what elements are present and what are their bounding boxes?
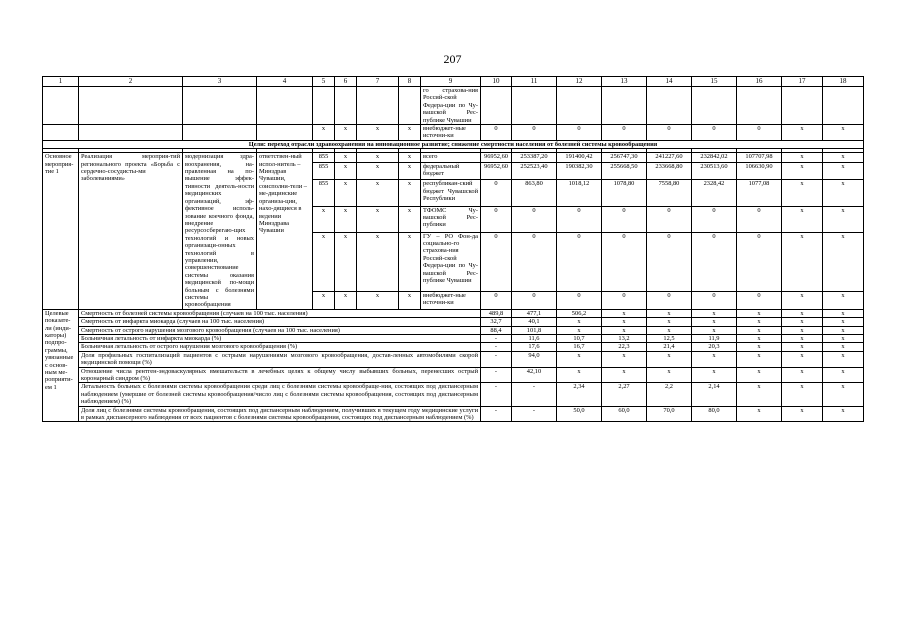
indicator-text: Отношение числа рентген-эндоваскулярных вмешательств в лечебных целях к общему числу выбывших больных, перенесших острый коронарный синдром (%) [79,367,481,383]
column-number: 14 [647,77,692,87]
table-cell: х [782,153,823,162]
indicator-value: х [557,326,602,334]
indicator-value: х [602,326,647,334]
targets-label: Целевые показате-ли (инди-каторы) подпро-граммы, увязанные с основ-ным ме-роприяти-ем 1 [43,309,79,422]
table-cell: 0 [512,232,557,291]
indicator-value: х [782,367,823,383]
event-goals: модернизация здра-воохранения, на-правленная на по-вышение эффек-тивности деятель-ности медицинских организаций, эф-фективное исполь-зование коечного фонда, внедрение ресурсосберегаю-щих технологий и новых организаци-онных технологий в управлении, совершенствование системы оказания медицинской по-мощи больным с болезнями системы кровообращения [183,153,257,310]
column-number: 10 [481,77,512,87]
table-cell: х [782,180,823,206]
table-cell: х [335,232,357,291]
table-cell: х [399,291,421,309]
indicator-value: х [782,383,823,406]
indicator-row [43,406,864,422]
table-cell: х [399,206,421,232]
goal-text: Цели: переход отрасли здравоохранения на инновационное развитие; снижение смертности населения от болезней системы кровообращения [43,140,864,148]
table-cell: 0 [737,232,782,291]
table-cell: 0 [692,206,737,232]
indicator-value: 20,3 [692,343,737,351]
indicator-value: х [823,335,864,343]
table-cell [357,87,399,125]
table-cell [737,87,782,125]
indicator-value: 88,4 [481,326,512,334]
table-cell: х [823,162,864,180]
table-cell: 0 [692,291,737,309]
table-cell: 855 [313,162,335,180]
indicator-value: х [782,335,823,343]
table-cell: х [357,180,399,206]
table-cell: 0 [647,291,692,309]
table-cell [399,87,421,125]
table-cell: 0 [512,125,557,141]
table-cell: 0 [737,291,782,309]
event-row [43,153,864,162]
table-cell: 253387,20 [512,153,557,162]
indicator-value: х [823,343,864,351]
table-cell: 190382,30 [557,162,602,180]
indicator-value: х [737,406,782,422]
indicator-value: х [823,383,864,406]
indicator-value: 22,3 [602,343,647,351]
indicator-value: х [647,326,692,334]
table-cell: республикан-ский бюджет Чувашской Республики [421,180,481,206]
table-cell: х [823,232,864,291]
table-cell: 0 [557,206,602,232]
table-cell: х [335,153,357,162]
table-cell: 241227,60 [647,153,692,162]
column-number: 2 [79,77,183,87]
indicator-row [43,318,864,326]
table-cell: 0 [481,125,512,141]
indicator-text: Больничная летальность от инфаркта миокарда (%) [79,335,481,343]
indicator-value: 32,7 [481,318,512,326]
table-cell: 0 [481,206,512,232]
table-cell: 0 [737,206,782,232]
column-number: 9 [421,77,481,87]
indicator-value: х [782,343,823,351]
table-cell [43,87,79,125]
indicator-value: х [737,367,782,383]
table-cell: 0 [647,125,692,141]
goal-row [43,140,864,148]
table-cell: 1077,08 [737,180,782,206]
indicator-text: Смертность от инфаркта миокарда (случаев на 100 тыс. населения) [79,318,481,326]
table-cell: 0 [647,206,692,232]
table-cell: 96952,60 [481,162,512,180]
column-number: 12 [557,77,602,87]
indicator-value: х [737,326,782,334]
table-cell: 232842,02 [692,153,737,162]
indicator-value: 101,8 [512,326,557,334]
table-cell: х [782,232,823,291]
table-cell [257,87,313,125]
table-cell: х [399,153,421,162]
indicator-value: х [602,318,647,326]
table-cell: 0 [602,206,647,232]
table-cell: внебюджет-ные источни-ки [421,291,481,309]
table-cell: 1078,80 [602,180,647,206]
indicator-value: х [782,351,823,367]
column-number: 15 [692,77,737,87]
table-cell: 0 [557,125,602,141]
column-number: 5 [313,77,335,87]
indicator-row [43,335,864,343]
column-number: 7 [357,77,399,87]
table-cell [692,87,737,125]
indicator-text: Больничная летальность от острого нарушения мозгового кровообращения (%) [79,343,481,351]
indicator-value: х [782,309,823,317]
table-cell: х [335,180,357,206]
table-body [43,77,864,422]
indicator-value: 489,8 [481,309,512,317]
table-cell: 1018,12 [557,180,602,206]
table-cell: х [313,232,335,291]
table-cell: 191400,42 [557,153,602,162]
indicator-value: х [692,318,737,326]
table-cell: х [782,291,823,309]
table-cell: х [313,206,335,232]
indicator-value: 477,1 [512,309,557,317]
indicator-value: 80,0 [692,406,737,422]
indicator-value: х [692,326,737,334]
indicator-value: х [602,309,647,317]
table-cell: 0 [737,125,782,141]
indicator-row [43,343,864,351]
table-cell: х [335,206,357,232]
event-title: Основное мероприя-тие 1 [43,153,79,310]
indicator-value: х [737,383,782,406]
table-cell [782,87,823,125]
table-cell: х [823,125,864,141]
indicator-value: - [512,383,557,406]
table-cell [481,87,512,125]
indicator-value: х [692,351,737,367]
table-cell: 0 [692,125,737,141]
table-cell [823,87,864,125]
table-cell: х [335,162,357,180]
indicator-value: 70,0 [647,406,692,422]
table-cell [183,87,257,125]
table-cell: ТФОМС Чу-вашской Рес-публики [421,206,481,232]
column-number: 6 [335,77,357,87]
column-number: 17 [782,77,823,87]
table-cell: х [357,125,399,141]
indicator-row [43,309,864,317]
indicator-value: х [823,406,864,422]
indicator-value: 17,6 [512,343,557,351]
table-cell: х [399,125,421,141]
table-cell: 0 [481,180,512,206]
table-cell: 863,80 [512,180,557,206]
indicator-value: х [737,335,782,343]
indicator-value: 12,5 [647,335,692,343]
indicator-value: 94,0 [512,351,557,367]
table-cell: х [357,162,399,180]
table-cell: х [335,125,357,141]
indicator-value: 50,0 [557,406,602,422]
column-number: 8 [399,77,421,87]
indicator-value: 60,0 [602,406,647,422]
column-number: 4 [257,77,313,87]
table-cell: х [782,162,823,180]
event-executors: ответствен-ный испол-нитель – Минздрав Чувашии, соисполни-тели – ме-дицинские организа-ции, нахо-дящиеся в ведении Минздрава Чувашии [257,153,313,310]
indicator-text: Смертность от острого нарушения мозгового кровообращения (случаев на 100 тыс. населения) [79,326,481,334]
indicator-value: 2,2 [647,383,692,406]
table-cell [647,87,692,125]
column-number: 18 [823,77,864,87]
indicator-value: х [823,318,864,326]
indicator-value: х [737,343,782,351]
indicator-value: 42,10 [512,367,557,383]
table-cell: 0 [512,206,557,232]
table-cell: х [313,291,335,309]
table-cell [313,87,335,125]
table-cell: х [335,291,357,309]
table-cell: х [399,162,421,180]
table-cell: 96952,60 [481,153,512,162]
indicator-value: х [823,351,864,367]
indicator-value: - [481,351,512,367]
table-cell: х [823,291,864,309]
table-cell: 252523,40 [512,162,557,180]
indicator-value: х [823,309,864,317]
indicator-row [43,367,864,383]
program-table [42,76,864,422]
table-cell: ГУ – РО Фон-да социально-го страхова-ния Россий-ской Федера-ции по Чу-вашской Рес-публике Чувашии [421,232,481,291]
continuation-row [43,87,864,125]
indicator-value: 2,34 [557,383,602,406]
column-number: 13 [602,77,647,87]
indicator-value: 10,7 [557,335,602,343]
table-cell: х [782,125,823,141]
table-cell: всего [421,153,481,162]
table-cell [512,87,557,125]
table-cell: 106630,90 [737,162,782,180]
column-number: 3 [183,77,257,87]
table-cell: х [823,206,864,232]
event-description: Реализация мероприя-тий регионального проекта «Борьба с сердечно-сосудисты-ми заболеваниями» [79,153,183,310]
table-cell: х [313,125,335,141]
indicator-value: х [602,351,647,367]
table-cell: 0 [557,232,602,291]
indicator-value: 506,2 [557,309,602,317]
table-cell: 0 [692,232,737,291]
indicator-value: х [647,309,692,317]
indicator-value: х [737,318,782,326]
document-table-area [42,76,864,422]
table-cell: го страхова-ния Россий-ской Федера-ции по Чу-вашской Рес-публике Чувашии [421,87,481,125]
indicator-value: х [557,351,602,367]
indicator-value: - [481,335,512,343]
table-cell [183,125,257,141]
indicator-row [43,351,864,367]
indicator-value: х [692,309,737,317]
table-cell [79,87,183,125]
table-cell: 0 [602,125,647,141]
indicator-value: 2,14 [692,383,737,406]
page-number: 207 [443,52,462,66]
table-cell [43,125,79,141]
indicator-text: Летальность больных с болезнями системы кровообращения среди лиц с болезнями системы кровообраще-ния, состоящих под диспансерным наблюдением (умершие от болезней системы кровообращения/число лиц с болезнями системы кровообращения, состоящих под диспансерным наблюдением) (%) [79,383,481,406]
indicator-value: - [481,383,512,406]
table-cell [557,87,602,125]
table-cell: 233668,80 [647,162,692,180]
indicator-text: Доля лиц с болезнями системы кровообращения, состоящих под диспансерным наблюдением, получивших в текущем году медицинские услуги в рамках диспансерного наблюдения от всех пациентов с болезнями системы кровообращения, состоящих под диспансерным наблюдением (%) [79,406,481,422]
indicator-value: 40,1 [512,318,557,326]
indicator-value: 21,4 [647,343,692,351]
indicator-value: х [557,367,602,383]
table-cell: х [357,291,399,309]
column-number: 11 [512,77,557,87]
table-cell: 0 [602,291,647,309]
table-cell: х [823,180,864,206]
indicator-value: х [737,309,782,317]
table-cell [257,125,313,141]
indicator-value: х [647,318,692,326]
table-cell: х [782,206,823,232]
indicator-value: х [823,326,864,334]
table-cell: 0 [512,291,557,309]
table-cell: 7558,80 [647,180,692,206]
indicator-value: х [782,406,823,422]
table-cell: х [823,153,864,162]
indicator-value: х [647,367,692,383]
indicator-text: Доля профильных госпитализаций пациентов с острыми нарушениями мозгового кровообращения, достав-ленных автомобилями скорой медицинской помощи (%) [79,351,481,367]
indicator-value: - [481,367,512,383]
indicator-value: 16,7 [557,343,602,351]
table-cell: федеральный бюджет [421,162,481,180]
indicator-value: - [481,343,512,351]
table-cell: 0 [481,291,512,309]
table-cell: внебюджет-ные источни-ки [421,125,481,141]
indicator-value: 13,2 [602,335,647,343]
indicator-row [43,383,864,406]
table-cell: 230513,60 [692,162,737,180]
table-cell: 855 [313,153,335,162]
indicator-text: Смертность от болезней системы кровообращения (случаев на 100 тыс. населения) [79,309,481,317]
indicator-value: х [692,367,737,383]
table-cell: 0 [602,232,647,291]
indicator-value: х [782,318,823,326]
indicator-value: х [823,367,864,383]
continuation-row [43,125,864,141]
indicator-value: 11,6 [512,335,557,343]
table-cell [602,87,647,125]
table-cell: х [357,206,399,232]
indicator-value: х [602,367,647,383]
table-cell: х [357,153,399,162]
indicator-row [43,326,864,334]
table-cell: 0 [481,232,512,291]
indicator-value: 2,27 [602,383,647,406]
indicator-value: - [481,406,512,422]
table-cell: 0 [647,232,692,291]
table-cell: 0 [557,291,602,309]
table-cell [335,87,357,125]
indicator-value: х [737,351,782,367]
table-cell: 107707,98 [737,153,782,162]
table-cell: х [399,232,421,291]
table-cell: 2328,42 [692,180,737,206]
indicator-value: - [512,406,557,422]
table-cell: 256747,30 [602,153,647,162]
indicator-value: 11,9 [692,335,737,343]
table-cell: 255668,50 [602,162,647,180]
table-cell: х [357,232,399,291]
table-cell: х [399,180,421,206]
column-number: 16 [737,77,782,87]
indicator-value: х [557,318,602,326]
column-number: 1 [43,77,79,87]
column-number-row [43,77,864,87]
indicator-value: х [647,351,692,367]
indicator-value: х [782,326,823,334]
table-cell: 855 [313,180,335,206]
table-cell [79,125,183,141]
